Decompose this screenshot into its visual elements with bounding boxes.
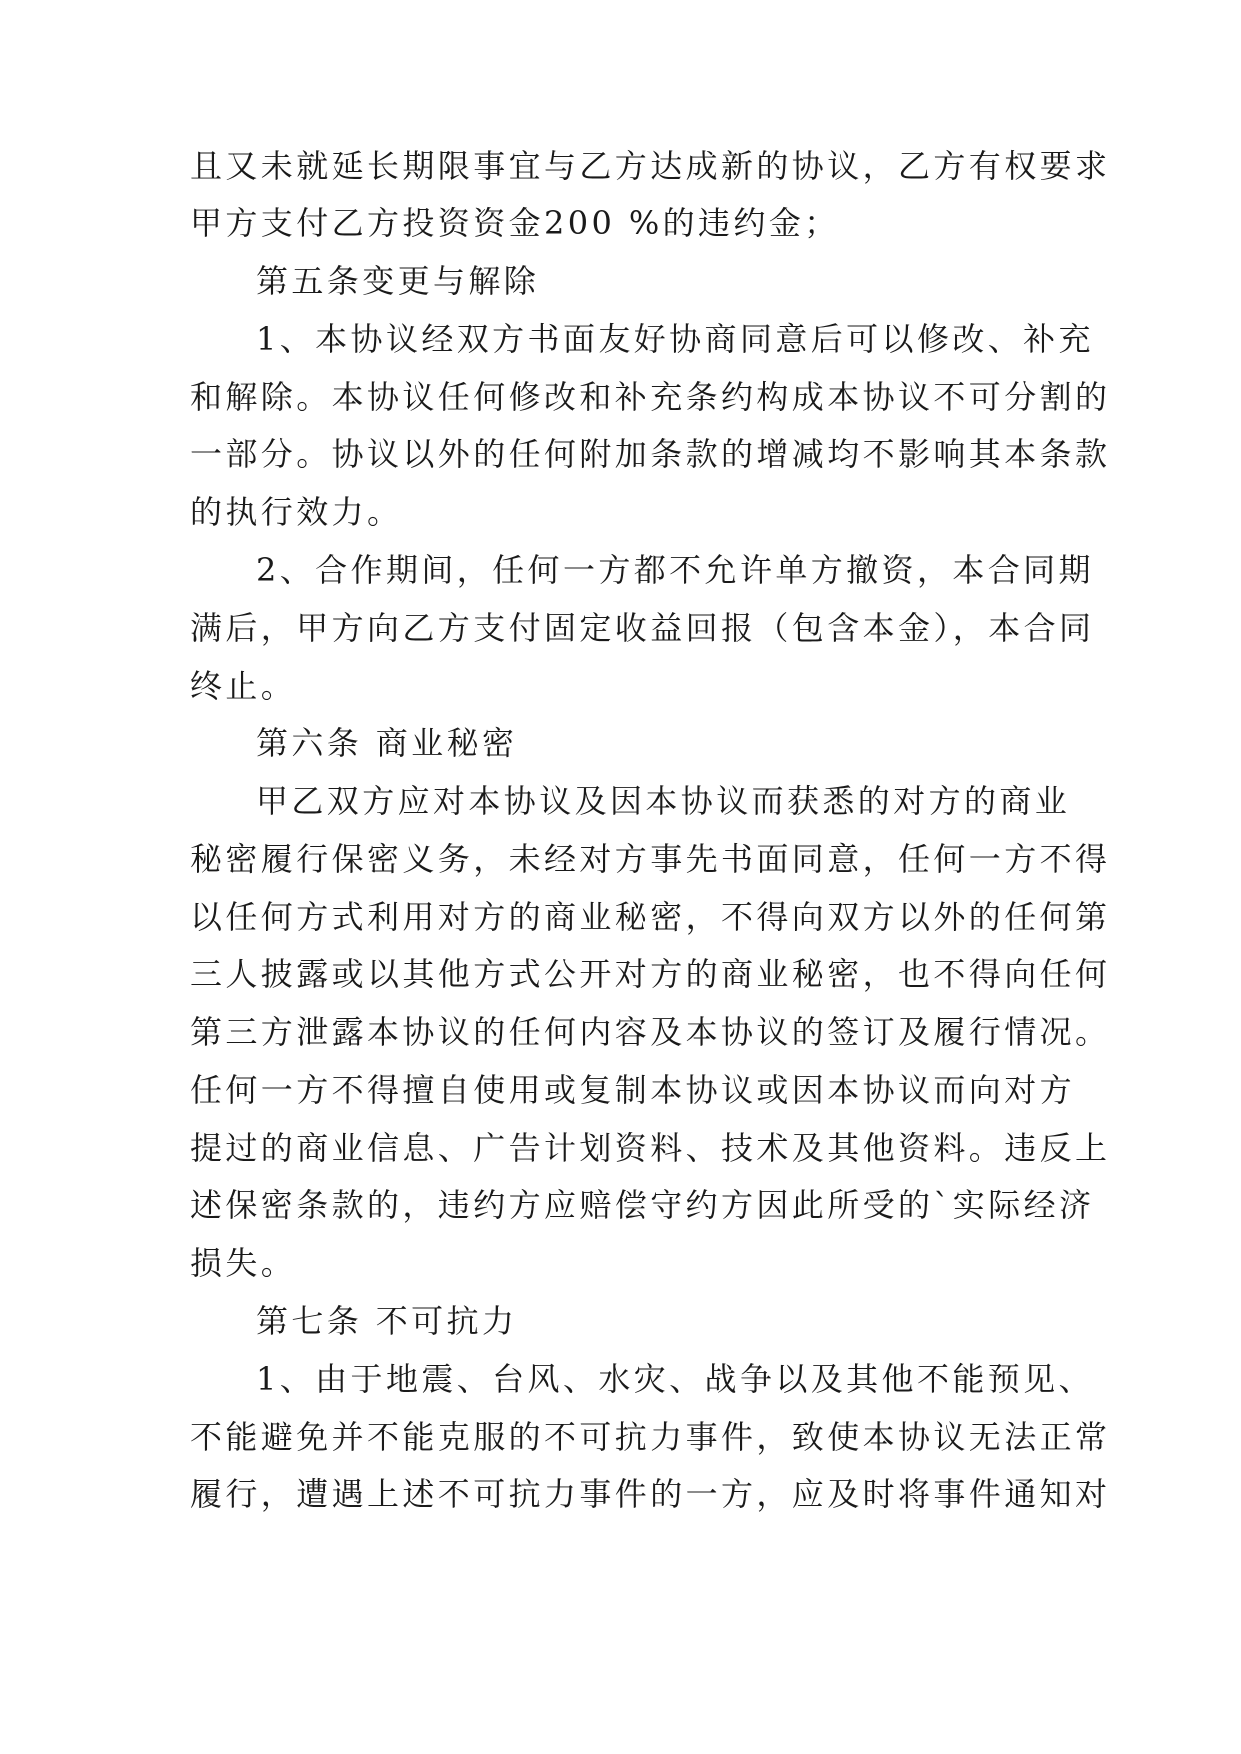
section-heading: 第六条 商业秘密: [256, 724, 518, 762]
text-line: 述保密条款的，违约方应赔偿守约方因此所受的`实际经济: [190, 1186, 1095, 1224]
text-line: 满后，甲方向乙方支付固定收益回报（包含本金），本合同: [190, 609, 1095, 647]
text-line: 秘密履行保密义务，未经对方事先书面同意，任何一方不得: [190, 840, 1111, 878]
text-line: 2、合作期间，任何一方都不允许单方撤资，本合同期: [256, 551, 1094, 589]
text-line: 以任何方式利用对方的商业秘密，不得向双方以外的任何第: [190, 898, 1111, 936]
text-line: 一部分。协议以外的任何附加条款的增减均不影响其本条款: [190, 435, 1111, 473]
text-line: 终止。: [190, 667, 297, 705]
text-line: 任何一方不得擅自使用或复制本协议或因本协议而向对方: [190, 1071, 1076, 1109]
text-line: 不能避免并不能克服的不可抗力事件，致使本协议无法正常: [190, 1418, 1111, 1456]
text-line: 履行，遭遇上述不可抗力事件的一方，应及时将事件通知对: [190, 1475, 1111, 1513]
text-line: 且又未就延长期限事宜与乙方达成新的协议，乙方有权要求: [190, 147, 1111, 185]
text-line: 提过的商业信息、广告计划资料、技术及其他资料。违反上: [190, 1129, 1111, 1167]
text-line: 甲方支付乙方投资资金200 %的违约金；: [190, 204, 840, 242]
text-line: 的执行效力。: [190, 493, 403, 531]
text-line: 损失。: [190, 1244, 297, 1282]
text-line: 和解除。本协议任何修改和补充条约构成本协议不可分割的: [190, 378, 1111, 416]
text-line: 三人披露或以其他方式公开对方的商业秘密，也不得向任何: [190, 955, 1111, 993]
text-line: 1、由于地震、台风、水灾、战争以及其他不能预见、: [256, 1360, 1094, 1398]
section-heading: 第七条 不可抗力: [256, 1302, 518, 1340]
text-line: 甲乙双方应对本协议及因本协议而获悉的对方的商业: [256, 782, 1071, 820]
section-heading: 第五条变更与解除: [256, 262, 540, 300]
text-line: 第三方泄露本协议的任何内容及本协议的签订及履行情况。: [190, 1013, 1111, 1051]
text-line: 1、本协议经双方书面友好协商同意后可以修改、补充: [256, 320, 1094, 358]
